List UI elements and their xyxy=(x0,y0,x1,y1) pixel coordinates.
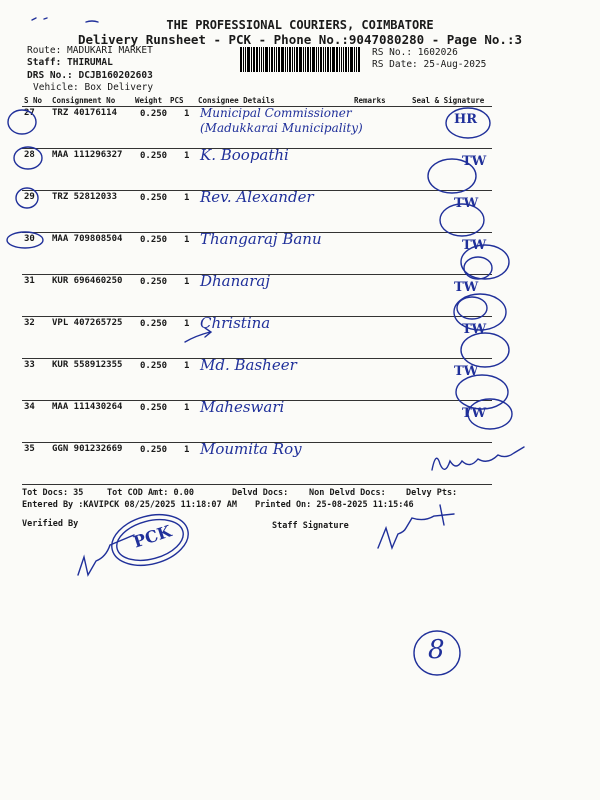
verifier-signature xyxy=(78,535,134,575)
weight-value: 0.250 xyxy=(140,277,168,287)
serial-number: 30 xyxy=(24,234,35,244)
consignee-name: Dhanaraj xyxy=(200,272,270,290)
consignment-number: TRZ 40176114 xyxy=(52,108,118,118)
serial-number: 35 xyxy=(24,444,35,454)
col-consignee: Consignee Details xyxy=(198,96,275,105)
weight-value: 0.250 xyxy=(140,319,168,329)
serial-number: 34 xyxy=(24,402,35,412)
serial-number: 33 xyxy=(24,360,35,370)
consignment-number: KUR 696460250 xyxy=(52,276,123,286)
weight-value: 0.250 xyxy=(140,445,168,455)
pcs-value: 1 xyxy=(184,109,190,119)
seal-signature: TW xyxy=(462,154,487,169)
seal-signature: TW xyxy=(462,406,487,421)
col-consignment: Consignment No xyxy=(52,96,116,105)
stamp-text: PCK xyxy=(131,521,174,552)
total-docs: Tot Docs: 35 xyxy=(22,488,84,498)
delivered-docs: Delvd Docs: xyxy=(232,488,289,498)
pcs-value: 1 xyxy=(184,277,190,287)
staff-signature xyxy=(378,505,454,548)
pcs-value: 1 xyxy=(184,403,190,413)
weight-value: 0.250 xyxy=(140,151,168,161)
entered-by: Entered By :KAVIPCK 08/25/2025 11:18:07 AM xyxy=(22,500,237,510)
total-cod: Tot COD Amt: 0.00 xyxy=(107,488,194,498)
consignment-number: MAA 111430264 xyxy=(52,402,123,412)
col-weight: Weight xyxy=(135,96,163,105)
vehicle-label: Vehicle: Box Delivery xyxy=(33,82,154,93)
printed-on: Printed On: 25-08-2025 11:15:46 xyxy=(255,500,414,510)
seal-signature: TW xyxy=(454,280,479,295)
col-sno: S No xyxy=(24,96,43,105)
verified-by-label: Verified By xyxy=(22,519,79,529)
seal-circle xyxy=(446,108,490,138)
circle-mark-28 xyxy=(14,147,42,169)
consignee-name: Md. Basheer xyxy=(200,356,297,374)
serial-number: 27 xyxy=(24,108,35,118)
consignee-signature xyxy=(432,447,524,470)
consignment-number: TRZ 52812033 xyxy=(52,192,118,202)
route-label: Route: MADUKARI MARKET xyxy=(27,45,153,56)
staff-signature-label: Staff Signature xyxy=(272,521,349,531)
pcs-value: 1 xyxy=(184,319,190,329)
delivery-points: Delvy Pts: xyxy=(406,488,458,498)
serial-number: 28 xyxy=(24,150,35,160)
seal-signature: HR xyxy=(454,112,478,127)
arrow-mark xyxy=(185,328,211,342)
rs-date: RS Date: 25-Aug-2025 xyxy=(372,59,487,70)
consignment-number: GGN 901232669 xyxy=(52,444,123,454)
pcs-value: 1 xyxy=(184,361,190,371)
runsheet-subtitle: Delivery Runsheet - PCK - Phone No.:9047080280 - Page No.:3 xyxy=(77,32,522,47)
seal-signature: TW xyxy=(454,364,479,379)
company-title: THE PROFESSIONAL COURIERS, COIMBATORE xyxy=(166,18,434,32)
page-mark: 8 xyxy=(428,635,445,665)
staff-label: Staff: THIRUMAL xyxy=(27,57,113,68)
serial-number: 29 xyxy=(24,192,35,202)
consignee-name: Rev. Alexander xyxy=(200,188,314,206)
stray-mark xyxy=(32,18,98,22)
consignment-number: KUR 558912355 xyxy=(52,360,123,370)
pcs-value: 1 xyxy=(184,151,190,161)
seal-signature: TW xyxy=(462,238,487,253)
col-remarks: Remarks xyxy=(354,96,386,105)
weight-value: 0.250 xyxy=(140,235,168,245)
consignee-name: Maheswari xyxy=(200,398,285,416)
consignee-name: Moumita Roy xyxy=(200,440,302,458)
non-delivered-docs: Non Delvd Docs: xyxy=(309,488,386,498)
consignee-name: Christina xyxy=(200,314,271,332)
weight-value: 0.250 xyxy=(140,193,168,203)
pcs-value: 1 xyxy=(184,193,190,203)
drs-label: DRS No.: DCJB160202603 xyxy=(27,70,153,81)
rs-number: RS No.: 1602026 xyxy=(372,47,458,58)
weight-value: 0.250 xyxy=(140,403,168,413)
consignment-number: MAA 111296327 xyxy=(52,150,123,160)
consignment-number: VPL 407265725 xyxy=(52,318,123,328)
weight-value: 0.250 xyxy=(140,109,168,119)
serial-number: 31 xyxy=(24,276,35,286)
col-pcs: PCS xyxy=(170,96,184,105)
pcs-value: 1 xyxy=(184,235,190,245)
col-seal: Seal & Signature xyxy=(412,96,485,105)
consignment-number: MAA 709808504 xyxy=(52,234,123,244)
consignee-name: Municipal Commissioner (Madukkarai Municipality) xyxy=(200,106,363,135)
consignee-name: Thangaraj Banu xyxy=(200,230,322,248)
consignee-name: K. Boopathi xyxy=(200,146,289,164)
circle-mark-29 xyxy=(16,188,38,208)
circle-mark-27 xyxy=(8,110,36,134)
circle-mark-30 xyxy=(7,232,43,248)
pcs-value: 1 xyxy=(184,445,190,455)
serial-number: 32 xyxy=(24,318,35,328)
seal-signature: TW xyxy=(462,322,487,337)
seal-signature: TW xyxy=(454,196,479,211)
weight-value: 0.250 xyxy=(140,361,168,371)
